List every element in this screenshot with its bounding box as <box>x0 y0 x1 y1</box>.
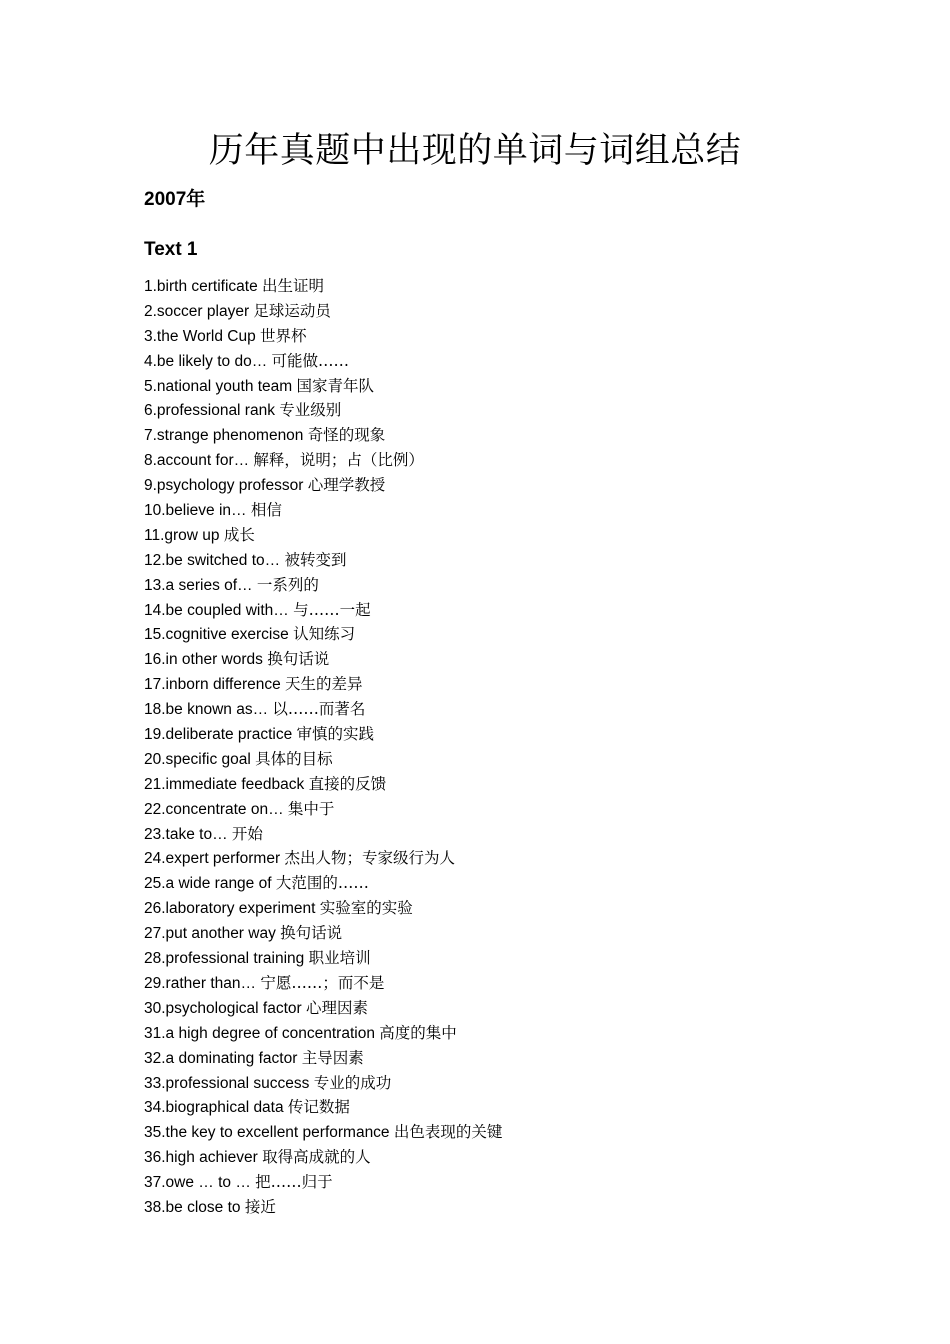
vocab-entry <box>144 846 502 871</box>
vocab-entry <box>144 971 502 996</box>
vocab-entry <box>144 946 502 971</box>
vocab-english: 13.a series of… <box>144 576 253 594</box>
vocab-entry <box>144 398 502 423</box>
vocab-chinese: 具体的目标 <box>255 749 333 768</box>
vocab-english: 22.concentrate on… <box>144 800 284 818</box>
vocab-english: 15.cognitive exercise <box>144 626 289 644</box>
vocab-entry <box>144 722 502 747</box>
vocab-entry <box>144 299 502 324</box>
vocab-english: 17.inborn difference <box>144 676 281 694</box>
vocab-entry <box>144 274 502 299</box>
document-title: 历年真题中出现的单词与词组总结 <box>208 131 742 171</box>
vocab-entry <box>144 1046 502 1071</box>
vocab-entry <box>144 349 502 374</box>
vocab-english: 23.take to… <box>144 825 228 843</box>
vocab-chinese: 换句话说 <box>267 650 330 669</box>
vocab-english: 11.grow up <box>144 526 220 544</box>
vocab-chinese: 被转变到 <box>284 550 347 569</box>
vocab-entry <box>144 896 502 921</box>
vocab-chinese: 出生证明 <box>262 277 325 295</box>
vocab-chinese: 与……一起 <box>293 600 371 619</box>
vocab-chinese: 主导因素 <box>301 1048 364 1067</box>
vocab-entry <box>144 1120 502 1145</box>
vocab-chinese: 以……而著名 <box>272 700 366 719</box>
vocab-chinese: 换句话说 <box>280 924 343 943</box>
vocab-chinese: 开始 <box>231 824 263 843</box>
vocab-chinese: 国家青年队 <box>296 376 375 395</box>
vocab-english: 27.put another way <box>144 925 276 943</box>
vocab-english: 3.the World Cup <box>144 327 256 345</box>
vocab-english: 25.a wide range of <box>144 875 272 893</box>
vocab-chinese: 把……归于 <box>255 1173 333 1192</box>
vocab-entry <box>144 1071 502 1096</box>
vocab-chinese: 心理因素 <box>305 998 368 1017</box>
vocab-english: 31.a high degree of concentration <box>144 1024 375 1042</box>
vocab-chinese: 专业的成功 <box>313 1073 392 1092</box>
vocab-english: 20.specific goal <box>144 750 251 768</box>
vocab-entry <box>144 797 502 822</box>
vocab-english: 38.be close to <box>144 1198 241 1216</box>
vocab-entry <box>144 324 502 349</box>
vocab-english: 4.be likely to do… <box>144 352 268 370</box>
vocab-english: 28.professional training <box>144 950 305 968</box>
vocab-english: 6.professional rank <box>144 402 275 420</box>
section-heading: Text 1 <box>144 239 198 260</box>
vocab-entry <box>144 697 502 722</box>
vocab-entry <box>144 1195 502 1220</box>
vocab-chinese: 成长 <box>223 525 255 544</box>
vocab-english: 29.rather than… <box>144 974 257 992</box>
vocab-english: 30.psychological factor <box>144 999 302 1017</box>
vocab-chinese: 宁愿……；而不是 <box>260 973 385 992</box>
vocab-chinese: 天生的差异 <box>285 675 363 694</box>
vocab-entry <box>144 473 502 498</box>
vocab-entry <box>144 822 502 847</box>
vocab-chinese: 大范围的…… <box>275 874 369 893</box>
vocab-english: 16.in other words <box>144 651 263 669</box>
vocab-entry <box>144 523 502 548</box>
vocab-english: 21.immediate feedback <box>144 775 305 793</box>
vocab-chinese: 杰出人物；专家级行为人 <box>284 849 455 868</box>
vocab-chinese: 职业培训 <box>308 949 371 968</box>
vocab-chinese: 相信 <box>250 501 282 520</box>
vocab-entry <box>144 1170 502 1195</box>
vocab-entry <box>144 1095 502 1120</box>
vocab-chinese: 传记数据 <box>287 1098 350 1117</box>
vocab-entry <box>144 1145 502 1170</box>
vocab-entry <box>144 871 502 896</box>
vocab-english: 10.believe in… <box>144 502 247 520</box>
vocab-chinese: 审慎的实践 <box>296 725 375 744</box>
vocab-english: 36.high achiever <box>144 1149 258 1167</box>
vocab-chinese: 出色表现的关键 <box>393 1123 503 1142</box>
vocab-entry <box>144 374 502 399</box>
vocab-chinese: 专业级别 <box>279 401 342 420</box>
vocab-chinese: 集中于 <box>287 799 335 818</box>
vocab-entry <box>144 423 502 448</box>
vocab-chinese: 解释，说明；占（比例） <box>253 451 424 470</box>
vocab-entry <box>144 498 502 523</box>
vocab-english: 24.expert performer <box>144 850 281 868</box>
vocab-entry <box>144 1021 502 1046</box>
vocab-english: 34.biographical data <box>144 1099 284 1117</box>
vocab-english: 9.psychology professor <box>144 477 304 495</box>
vocab-english: 37.owe … to … <box>144 1174 251 1192</box>
vocab-english: 1.birth certificate <box>144 278 258 295</box>
vocab-entry <box>144 647 502 672</box>
vocab-entry <box>144 573 502 598</box>
vocab-english: 35.the key to excellent performance <box>144 1124 390 1142</box>
vocab-chinese: 世界杯 <box>260 326 307 345</box>
vocab-english: 2.soccer player <box>144 302 250 320</box>
vocab-english: 18.be known as… <box>144 701 269 719</box>
vocab-chinese: 心理学教授 <box>307 476 386 495</box>
vocab-chinese: 认知练习 <box>293 625 356 644</box>
vocab-entry <box>144 747 502 772</box>
vocab-chinese: 直接的反馈 <box>308 774 387 793</box>
vocab-entry <box>144 448 502 473</box>
vocab-chinese: 实验室的实验 <box>319 899 413 918</box>
vocab-entry <box>144 622 502 647</box>
vocab-english: 19.deliberate practice <box>144 726 293 744</box>
vocab-entry <box>144 672 502 697</box>
vocab-chinese: 奇怪的现象 <box>307 426 386 445</box>
vocabulary-list <box>144 274 502 1220</box>
vocab-entry <box>144 548 502 573</box>
vocab-english: 5.national youth team <box>144 377 293 395</box>
vocab-entry <box>144 996 502 1021</box>
vocab-chinese: 取得高成就的人 <box>262 1148 371 1167</box>
vocab-chinese: 高度的集中 <box>379 1023 457 1042</box>
vocab-chinese: 可能做…… <box>271 351 350 370</box>
vocab-english: 26.laboratory experiment <box>144 900 316 918</box>
vocab-english: 32.a dominating factor <box>144 1049 298 1067</box>
vocab-english: 7.strange phenomenon <box>144 427 304 445</box>
vocab-entry <box>144 921 502 946</box>
vocab-english: 12.be switched to… <box>144 551 281 569</box>
vocab-chinese: 足球运动员 <box>253 301 331 320</box>
vocab-english: 14.be coupled with… <box>144 601 289 619</box>
vocab-chinese: 一系列的 <box>256 575 319 594</box>
vocab-entry <box>144 772 502 797</box>
vocab-english: 33.professional success <box>144 1074 310 1092</box>
year-heading: 2007年 <box>144 189 206 210</box>
vocab-chinese: 接近 <box>244 1197 276 1216</box>
vocab-english: 8.account for… <box>144 452 250 470</box>
vocab-entry <box>144 598 502 623</box>
